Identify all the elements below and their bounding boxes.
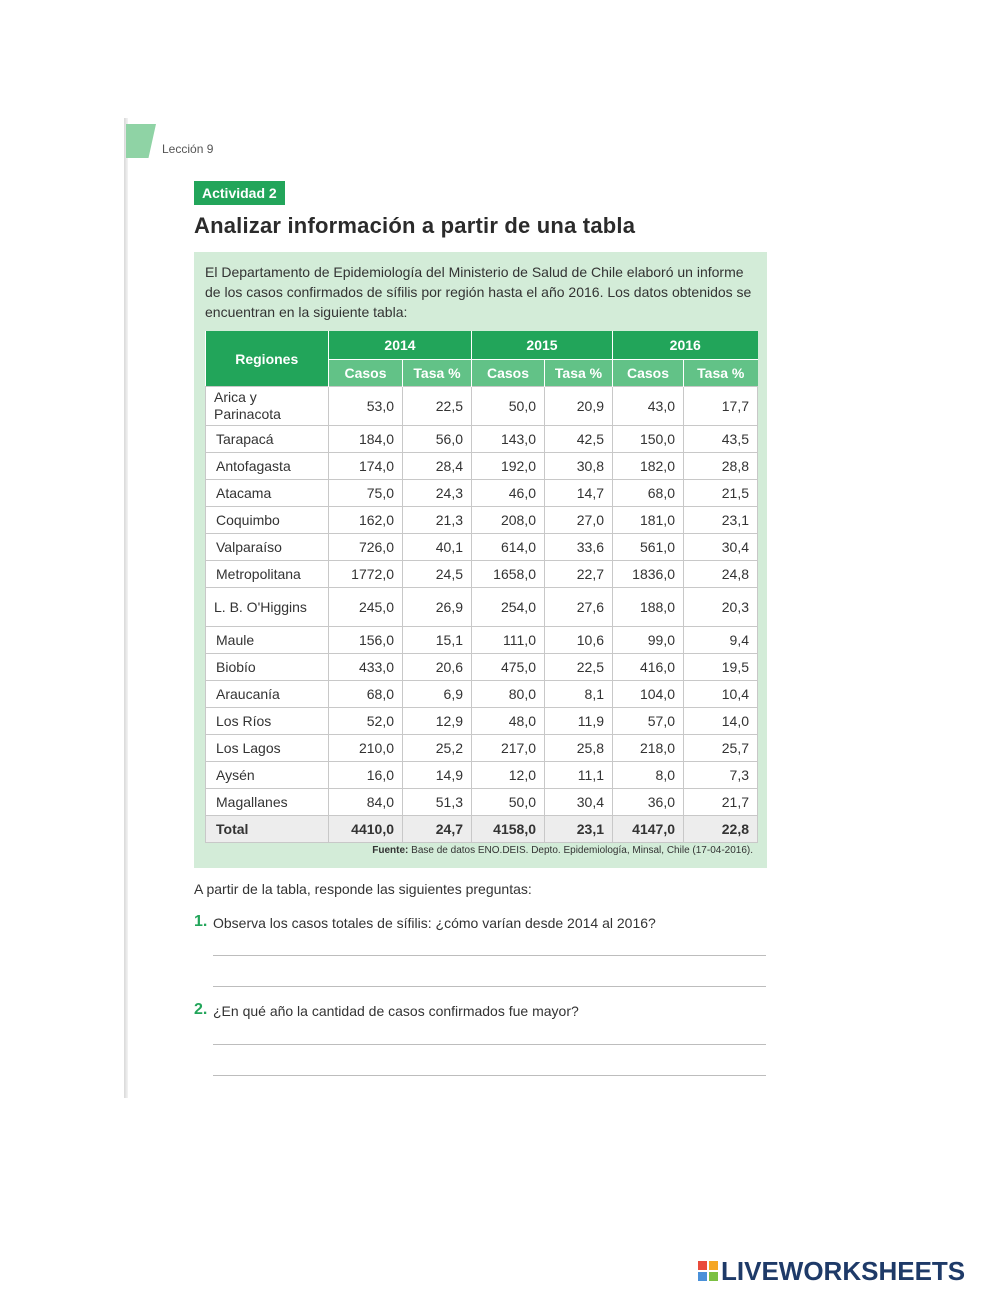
table-row <box>206 426 758 453</box>
logo-cube <box>698 1272 707 1281</box>
table-row <box>206 708 758 735</box>
cases-cell: 433,0 <box>329 654 403 681</box>
table-row <box>206 507 758 534</box>
activity-title: Analizar información a partir de una tabla <box>194 213 636 238</box>
cases-cell: 156,0 <box>329 627 403 654</box>
region-name: Metropolitana <box>206 561 329 588</box>
region-name: Araucanía <box>206 681 329 708</box>
cases-cell: 254,0 <box>472 588 545 627</box>
rate-cell: 22,7 <box>545 561 613 588</box>
page-edge <box>124 118 128 1098</box>
cases-cell: 210,0 <box>329 735 403 762</box>
cases-cell: 192,0 <box>472 453 545 480</box>
rate-cell: 28,8 <box>684 453 758 480</box>
cases-cell: 150,0 <box>613 426 684 453</box>
region-name: Magallanes <box>206 789 329 816</box>
logo-cube <box>709 1261 718 1270</box>
rate-cell: 21,7 <box>684 789 758 816</box>
rate-cell: 11,1 <box>545 762 613 789</box>
question-text: ¿En qué año la cantidad de casos confirmados fue mayor? <box>213 1003 579 1019</box>
region-name: Tarapacá <box>206 426 329 453</box>
table-row <box>206 480 758 507</box>
table-row <box>206 588 758 627</box>
cases-cell: 475,0 <box>472 654 545 681</box>
region-name: Los Lagos <box>206 735 329 762</box>
cases-cell: 1772,0 <box>329 561 403 588</box>
logo-cube <box>709 1272 718 1281</box>
question-number: 1. <box>194 913 208 930</box>
table-row <box>206 681 758 708</box>
rate-cell: 24,3 <box>403 480 472 507</box>
cases-cell: 16,0 <box>329 762 403 789</box>
rate-cell: 24,7 <box>403 816 472 843</box>
rate-cell: 27,6 <box>545 588 613 627</box>
rate-cell: 30,4 <box>545 789 613 816</box>
rate-cell: 9,4 <box>684 627 758 654</box>
rate-cell: 24,8 <box>684 561 758 588</box>
rate-cell: 10,6 <box>545 627 613 654</box>
table-row <box>206 762 758 789</box>
activity-badge: Actividad 2 <box>194 181 285 205</box>
rate-cell: 22,5 <box>545 654 613 681</box>
cases-cell: 52,0 <box>329 708 403 735</box>
liveworksheets-logo <box>698 1256 965 1286</box>
rate-cell: 14,0 <box>684 708 758 735</box>
region-name: Aysén <box>206 762 329 789</box>
region-name: Arica y Parinacota <box>206 387 329 426</box>
cases-cell: 143,0 <box>472 426 545 453</box>
rate-cell: 7,3 <box>684 762 758 789</box>
cases-cell: 68,0 <box>613 480 684 507</box>
rate-cell: 33,6 <box>545 534 613 561</box>
region-name: Valparaíso <box>206 534 329 561</box>
cases-cell: 12,0 <box>472 762 545 789</box>
sub-header-rate: Tasa % <box>684 360 758 387</box>
year-header: 2015 <box>472 331 613 360</box>
question-text: Observa los casos totales de sífilis: ¿cómo varían desde 2014 al 2016? <box>213 915 656 931</box>
regions-header: Regiones <box>206 331 329 387</box>
sub-header-rate: Tasa % <box>403 360 472 387</box>
table-body <box>206 387 758 843</box>
sub-header-cases: Casos <box>613 360 684 387</box>
questions-prompt: A partir de la tabla, responde las siguientes preguntas: <box>194 881 532 897</box>
cases-cell: 614,0 <box>472 534 545 561</box>
rate-cell: 22,8 <box>684 816 758 843</box>
lesson-label: Lección 9 <box>162 142 214 156</box>
rate-cell: 17,7 <box>684 387 758 426</box>
cases-cell: 8,0 <box>613 762 684 789</box>
rate-cell: 23,1 <box>684 507 758 534</box>
cases-cell: 57,0 <box>613 708 684 735</box>
question-number: 2. <box>194 1001 208 1018</box>
cases-cell: 50,0 <box>472 789 545 816</box>
rate-cell: 23,1 <box>545 816 613 843</box>
rate-cell: 56,0 <box>403 426 472 453</box>
region-name: Maule <box>206 627 329 654</box>
rate-cell: 20,6 <box>403 654 472 681</box>
answer-line[interactable] <box>213 955 766 956</box>
rate-cell: 30,4 <box>684 534 758 561</box>
cases-cell: 245,0 <box>329 588 403 627</box>
cases-cell: 416,0 <box>613 654 684 681</box>
logo-cubes-icon <box>698 1261 718 1281</box>
cases-cell: 99,0 <box>613 627 684 654</box>
rate-cell: 10,4 <box>684 681 758 708</box>
rate-cell: 26,9 <box>403 588 472 627</box>
cases-cell: 46,0 <box>472 480 545 507</box>
logo-cube <box>698 1261 707 1270</box>
rate-cell: 42,5 <box>545 426 613 453</box>
total-label: Total <box>206 816 329 843</box>
cases-cell: 36,0 <box>613 789 684 816</box>
rate-cell: 19,5 <box>684 654 758 681</box>
cases-cell: 182,0 <box>613 453 684 480</box>
sub-header-cases: Casos <box>472 360 545 387</box>
rate-cell: 20,9 <box>545 387 613 426</box>
region-name: Atacama <box>206 480 329 507</box>
rate-cell: 43,5 <box>684 426 758 453</box>
region-name: Biobío <box>206 654 329 681</box>
year-header: 2014 <box>329 331 472 360</box>
rate-cell: 21,5 <box>684 480 758 507</box>
rate-cell: 24,5 <box>403 561 472 588</box>
cases-cell: 162,0 <box>329 507 403 534</box>
rate-cell: 11,9 <box>545 708 613 735</box>
rate-cell: 27,0 <box>545 507 613 534</box>
cases-cell: 184,0 <box>329 426 403 453</box>
cases-cell: 50,0 <box>472 387 545 426</box>
table-row <box>206 735 758 762</box>
lesson-tab <box>126 124 156 158</box>
table-row <box>206 453 758 480</box>
rate-cell: 21,3 <box>403 507 472 534</box>
cases-cell: 561,0 <box>613 534 684 561</box>
rate-cell: 20,3 <box>684 588 758 627</box>
region-name: Antofagasta <box>206 453 329 480</box>
rate-cell: 12,9 <box>403 708 472 735</box>
cases-cell: 1658,0 <box>472 561 545 588</box>
cases-cell: 181,0 <box>613 507 684 534</box>
table-source <box>205 845 753 856</box>
answer-line[interactable] <box>213 986 766 987</box>
cases-cell: 4147,0 <box>613 816 684 843</box>
rate-cell: 40,1 <box>403 534 472 561</box>
year-header: 2016 <box>613 331 758 360</box>
rate-cell: 30,8 <box>545 453 613 480</box>
cases-cell: 68,0 <box>329 681 403 708</box>
rate-cell: 25,7 <box>684 735 758 762</box>
cases-cell: 75,0 <box>329 480 403 507</box>
cases-cell: 188,0 <box>613 588 684 627</box>
cases-cell: 84,0 <box>329 789 403 816</box>
rate-cell: 14,7 <box>545 480 613 507</box>
cases-cell: 111,0 <box>472 627 545 654</box>
answer-line[interactable] <box>213 1044 766 1045</box>
cases-cell: 726,0 <box>329 534 403 561</box>
rate-cell: 6,9 <box>403 681 472 708</box>
total-row <box>206 816 758 843</box>
cases-cell: 1836,0 <box>613 561 684 588</box>
rate-cell: 14,9 <box>403 762 472 789</box>
sub-header-cases: Casos <box>329 360 403 387</box>
cases-cell: 218,0 <box>613 735 684 762</box>
rate-cell: 25,8 <box>545 735 613 762</box>
rate-cell: 15,1 <box>403 627 472 654</box>
rate-cell: 25,2 <box>403 735 472 762</box>
table-row <box>206 654 758 681</box>
table-row <box>206 534 758 561</box>
cases-cell: 217,0 <box>472 735 545 762</box>
rate-cell: 28,4 <box>403 453 472 480</box>
intro-text: El Departamento de Epidemiología del Ministerio de Salud de Chile elaboró un informe de los casos confirmados de sífilis por región hasta el año 2016. Los datos obtenidos se encuentran en la siguiente tabla: <box>205 264 752 320</box>
cases-cell: 104,0 <box>613 681 684 708</box>
rate-cell: 22,5 <box>403 387 472 426</box>
table-row <box>206 627 758 654</box>
table-row <box>206 789 758 816</box>
answer-line[interactable] <box>213 1075 766 1076</box>
region-name: L. B. O'Higgins <box>206 588 329 627</box>
logo-text: LIVEWORKSHEETS <box>721 1255 966 1286</box>
cases-cell: 174,0 <box>329 453 403 480</box>
rate-cell: 8,1 <box>545 681 613 708</box>
region-name: Los Ríos <box>206 708 329 735</box>
table-row <box>206 387 758 426</box>
cases-cell: 80,0 <box>472 681 545 708</box>
table-row <box>206 561 758 588</box>
cases-cell: 48,0 <box>472 708 545 735</box>
cases-cell: 4410,0 <box>329 816 403 843</box>
syphilis-cases-table <box>205 331 758 843</box>
sub-header-rate: Tasa % <box>545 360 613 387</box>
source-text: Base de datos ENO.DEIS. Depto. Epidemiología, Minsal, Chile (17-04-2016). <box>411 845 753 856</box>
cases-cell: 53,0 <box>329 387 403 426</box>
cases-cell: 43,0 <box>613 387 684 426</box>
source-label: Fuente: <box>372 845 409 856</box>
cases-cell: 208,0 <box>472 507 545 534</box>
cases-cell: 4158,0 <box>472 816 545 843</box>
rate-cell: 51,3 <box>403 789 472 816</box>
region-name: Coquimbo <box>206 507 329 534</box>
